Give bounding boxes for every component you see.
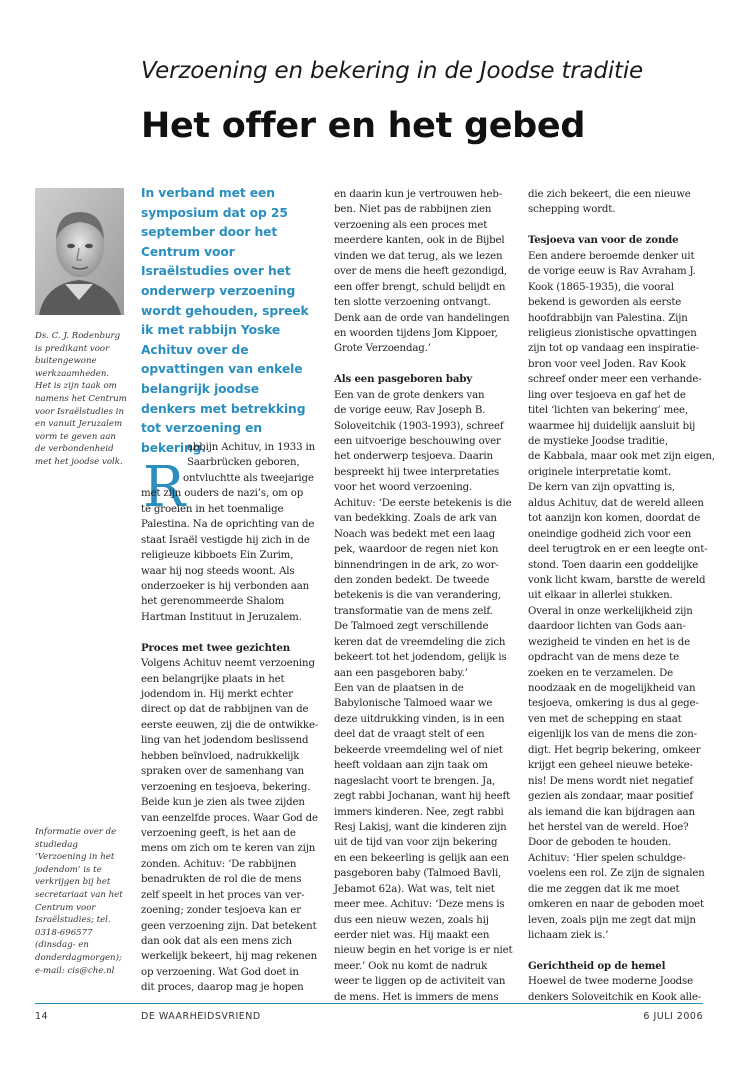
text-line: een uitvoerige beschouwing over xyxy=(334,436,501,447)
section-heading: Tesjoeva van voor de zonde xyxy=(528,234,679,247)
text-line: eerste eeuwen, zij die de ontwikke- xyxy=(141,719,319,731)
text-line: oneindige godheid zich voor een xyxy=(528,528,692,540)
text-line: benadrukten de rol die de mens xyxy=(141,874,302,886)
text-line: de Kabbala, maar ook met zijn eigen, xyxy=(528,451,715,463)
text-line: pek, waardoor de regen niet kon xyxy=(334,544,499,556)
text-line: geen verzoening zijn. Dat betekent xyxy=(141,920,317,932)
text-line: en woorden tijdens Jom Kippoer, xyxy=(334,327,498,339)
text-line xyxy=(528,218,704,233)
text-line: Babylonische Talmoed waar we xyxy=(334,698,493,710)
text-line: uit elkaar in allerlei stukken. xyxy=(528,590,673,602)
text-line: zegt rabbi Jochanan, want hij heeft xyxy=(334,791,511,803)
text-line: de mens. Het is immers de mens xyxy=(334,991,499,1003)
text-line: schreef onder meer een verhande- xyxy=(528,374,702,386)
text-line: die zich bekeert, die een nieuwe xyxy=(528,189,691,200)
text-line: krijgt een geheel nieuwe beteke- xyxy=(528,760,693,772)
text-line: direct op dat de rabbijnen van de xyxy=(141,704,309,716)
text-line: meerdere kanten, ook in de Bijbel xyxy=(334,235,505,247)
text-line: hebben beïnvloed, nadrukkelijk xyxy=(141,750,300,762)
text-line: Kook (1865-1935), die vooral xyxy=(528,281,674,293)
text-line: Achituv: ‘De eerste betekenis is die xyxy=(334,497,512,509)
text-line: het gerenommeerde Shalom xyxy=(141,596,285,608)
text-line: te groeien in het toenmalige xyxy=(141,503,284,515)
text-line: van eenzelfde proces. Waar God de xyxy=(141,812,318,824)
article-title: Het offer en het gebed xyxy=(141,106,586,146)
text-line: het onderwerp tesjoeva. Daarin xyxy=(334,451,493,463)
text-line: mens om zich om te keren van zijn xyxy=(141,843,316,855)
text-line: Overal in onze werkelijkheid zijn xyxy=(528,605,693,617)
text-line: nis! De mens wordt niet negatief xyxy=(528,775,693,787)
text-line: wezigheid te vinden en het is de xyxy=(528,636,691,648)
text-line: lichaam ziek is.’ xyxy=(528,930,609,941)
section-heading: Als een pasgeboren baby xyxy=(334,373,473,386)
text-line: omkeren en naar de geboden moet xyxy=(528,899,704,911)
text-line: en een bekeerling is gelijk aan een xyxy=(334,852,509,864)
text-line: heeft voldaan aan zijn taak om xyxy=(334,760,488,772)
text-line: meer.’ Ook nu komt de nadruk xyxy=(334,960,488,972)
text-line: ven met de schepping en staat xyxy=(528,713,682,725)
text-line: abbijn Achituv, in 1933 in xyxy=(187,442,316,453)
text-line: vinden we dat terug, als we lezen xyxy=(334,250,503,262)
text-line: waarmee hij duidelijk aansluit bij xyxy=(528,420,696,432)
text-line: tesjoeva, omkering is dus al gege- xyxy=(528,698,699,710)
text-line: voor het woord verzoening. xyxy=(334,482,473,494)
text-line: Achituv: ‘Hier spelen schuldge- xyxy=(528,852,686,864)
text-line: noodzaak en de mogelijkheid van xyxy=(528,683,696,694)
text-line: werkelijk bekeert, hij mag rekenen xyxy=(141,951,317,963)
text-line: eerder niet was. Hij maakt een xyxy=(334,930,490,941)
text-line: staat Israël vestigde hij zich in de xyxy=(141,534,310,546)
text-line: den zonden bedekt. De tweede xyxy=(334,574,490,586)
text-line: over de mens die heeft gezondigd, xyxy=(334,266,508,278)
text-line: transformatie van de mens zelf. xyxy=(334,605,493,617)
text-line: Hartman Instituut in Jeruzalem. xyxy=(141,611,302,623)
text-line: De kern van zijn opvatting is, xyxy=(528,482,675,494)
text-line: jodendom in. Hij merkt echter xyxy=(141,689,293,700)
text-line: bespreekt hij twee interpretaties xyxy=(334,466,500,478)
text-line: zonden. Achituv: ‘De rabbijnen xyxy=(141,858,297,870)
text-line: De Talmoed zegt verschillende xyxy=(334,621,489,633)
author-caption: Ds. C. J. Rodenburg is predikant voor buitengewone werkzaamheden. Het is zijn taak om namens het Centrum voor Israëlstudies in en vanuit Jeruzalem vorm te geven aan de verbondenheid met het joodse volk. xyxy=(35,331,127,467)
text-line: daardoor lichten van Gods aan- xyxy=(528,621,686,633)
text-line: op verzoening. Wat God doet in xyxy=(141,966,299,978)
text-line: bekeerde vreemdeling wel of niet xyxy=(334,744,503,756)
section-heading: Gerichtheid op de hemel xyxy=(528,959,666,972)
text-line: schepping wordt. xyxy=(528,204,616,216)
text-line: die me zeggen dat ik me moet xyxy=(528,883,680,895)
text-line: de mystieke Joodse traditie, xyxy=(528,436,668,447)
text-line: verzoening geeft, is het aan de xyxy=(141,827,296,839)
text-line: binnendringen in de ark, zo wor- xyxy=(334,559,499,571)
text-line: Noach was bedekt met een laag xyxy=(334,528,495,540)
text-line xyxy=(528,943,704,958)
text-line: uit de tijd van voor zijn bekering xyxy=(334,837,498,849)
text-line: Grote Verzoendag.’ xyxy=(334,343,431,355)
text-line: opdracht van de mens deze te xyxy=(528,652,679,664)
info-note: Informatie over de studiedag ‘Verzoening in het jodendom’ is te verkrijgen bij het secretariaat van het Centrum voor Israëlstudies; tel. 0318-696577 (dinsdag- en donderdagmorgen); e-mail: cis@che.nl xyxy=(35,827,123,976)
text-line: dan ook dat als een mens zich xyxy=(141,936,292,947)
footer-rule xyxy=(35,1003,703,1004)
text-line: Soloveitchik (1903-1993), schreef xyxy=(334,420,504,432)
text-line: pasgeboren baby (Talmoed Bavli, xyxy=(334,868,502,880)
author-photo xyxy=(35,188,124,315)
text-line: de vorige eeuw, Rav Joseph B. xyxy=(334,405,486,417)
text-line: stond. Toen daarin een goddelijke xyxy=(528,559,699,571)
text-line: immers kinderen. Nee, zegt rabbi xyxy=(334,806,504,818)
text-line: deze uitdrukking vinden, is in een xyxy=(334,713,505,725)
drop-cap: R xyxy=(143,455,186,520)
text-line: Saarbrücken geboren, xyxy=(187,457,300,469)
text-line: en daarin kun je vertrouwen heb- xyxy=(334,189,502,200)
text-line: aan een pasgeboren baby.’ xyxy=(334,667,468,679)
text-line: voelens een rol. Ze zijn de signalen xyxy=(528,868,705,880)
text-line: eigenlijk los van de mens die zon- xyxy=(528,729,697,741)
text-line: nieuw begin en het vorige is er niet xyxy=(334,945,513,957)
text-line: verzoening en tesjoeva, bekering. xyxy=(141,781,311,793)
text-line: religieuze kibboets Ein Zurim, xyxy=(141,550,294,562)
text-line: weer te liggen op de activiteit van xyxy=(334,976,506,988)
text-line: spraken over de samenhang van xyxy=(141,766,305,778)
text-line: bron voor veel Joden. Rav Kook xyxy=(528,358,686,370)
lead-paragraph: In verband met een symposium dat op 25 september door het Centrum voor Israëlstudies over het onderwerp verzoening wordt gehouden, spreek ik met rabbijn Yoske Achituv over de opvattingen van enkele belangrijk joodse denkers met betrekking tot verzoening en bekering. xyxy=(141,186,309,455)
text-line: tot aanzijn kon komen, doordat de xyxy=(528,513,701,525)
text-line: een belangrijke plaats in het xyxy=(141,673,285,685)
text-line: vonk licht kwam, barstte de wereld xyxy=(528,574,706,586)
text-line: hoofdrabbijn van Palestina. Zijn xyxy=(528,312,688,324)
text-line: Volgens Achituv neemt verzoening xyxy=(141,658,315,670)
text-line: ling over tesjoeva en gaf het de xyxy=(528,389,686,401)
text-line: religieus zionistische opvattingen xyxy=(528,327,697,339)
text-line: titel ‘lichten van bekering’ mee, xyxy=(528,405,688,417)
text-line: ling van het jodendom beslissend xyxy=(141,735,309,747)
body-column-2 xyxy=(334,187,512,1005)
text-line: ben. Niet pas de rabbijnen zien xyxy=(334,204,492,216)
page-number: 14 xyxy=(35,1011,49,1022)
text-line: Door de geboden te houden. xyxy=(528,837,671,849)
text-line: gezien als zondaar, maar positief xyxy=(528,791,694,803)
text-line: Palestina. Na de oprichting van de xyxy=(141,519,315,531)
text-line: met zijn ouders de nazi’s, om op xyxy=(141,488,304,500)
text-line: onderzoeker is hij verbonden aan xyxy=(141,580,310,592)
text-line: dus een nieuw wezen, zoals hij xyxy=(334,914,489,926)
text-line: leven, zoals pijn me zegt dat mijn xyxy=(528,914,696,926)
body-column-1 xyxy=(141,440,317,996)
text-line: originele interpretatie komt. xyxy=(528,466,672,478)
text-line: verzoening als een proces met xyxy=(334,219,488,231)
text-line: deel terugtrok en er een leegte ont- xyxy=(528,544,708,556)
text-line: waar hij nog steeds woont. Als xyxy=(141,565,295,577)
text-line: Beide kun je zien als twee zijden xyxy=(141,797,305,809)
text-line: de vorige eeuw is Rav Avraham J. xyxy=(528,266,696,278)
issue-date: 6 JULI 2006 xyxy=(643,1011,703,1022)
text-line: Hoewel de twee moderne Joodse xyxy=(528,976,694,988)
text-line: zoening; zonder tesjoeva kan er xyxy=(141,905,301,917)
text-line: meer mee. Achituv: ‘Deze mens is xyxy=(334,899,505,911)
text-line: keren dat de vreemdeling die zich xyxy=(334,636,506,648)
text-line: Denk aan de orde van handelingen xyxy=(334,312,510,324)
text-line: zijn tot op vandaag een inspiratie- xyxy=(528,343,700,355)
text-line: betekenis is die van verandering, xyxy=(334,590,501,602)
body-column-3 xyxy=(528,187,715,1005)
text-line: het herstel van de wereld. Hoe? xyxy=(528,821,689,833)
text-line: van bedekking. Zoals de ark van xyxy=(334,513,497,525)
text-line xyxy=(141,625,317,640)
text-line: deel dat de vraagt stelt of een xyxy=(334,729,485,741)
magazine-name: DE WAARHEIDSVRIEND xyxy=(141,1011,261,1022)
text-line: ontvluchtte als tweejarige xyxy=(183,472,314,484)
text-line: een offer brengt, schuld belijdt en xyxy=(334,281,506,293)
text-line: nageslacht voort te brengen. Ja, xyxy=(334,775,496,787)
text-line: zelf speelt in het proces van ver- xyxy=(141,889,305,901)
text-line: bekend is geworden als eerste xyxy=(528,297,682,309)
text-line: als iemand die kan bijdragen aan xyxy=(528,806,695,818)
section-heading: Proces met twee gezichten xyxy=(141,641,291,654)
article-kicker: Verzoening en bekering in de Joodse traditie xyxy=(141,58,643,84)
text-line: zoeken en te verzamelen. De xyxy=(528,667,673,679)
text-line: digt. Het begrip bekering, omkeer xyxy=(528,744,701,756)
text-line xyxy=(334,357,512,372)
text-line: Jebamot 62a). Wat was, telt niet xyxy=(334,883,495,895)
text-line: denkers Soloveitchik en Kook alle- xyxy=(528,991,702,1003)
text-line: aldus Achituv, dat de wereld alleen xyxy=(528,497,704,509)
text-line: dit proces, daarop mag je hopen xyxy=(141,982,304,994)
text-line: Een van de plaatsen in de xyxy=(334,683,464,694)
text-line: Een andere beroemde denker uit xyxy=(528,250,695,262)
text-line: Resj Lakisj, want die kinderen zijn xyxy=(334,821,507,833)
text-line: ten slotte verzoening ontvangt. xyxy=(334,297,491,309)
text-line: Een van de grote denkers van xyxy=(334,389,485,401)
text-line: bekeert tot het jodendom, gelijk is xyxy=(334,652,507,664)
